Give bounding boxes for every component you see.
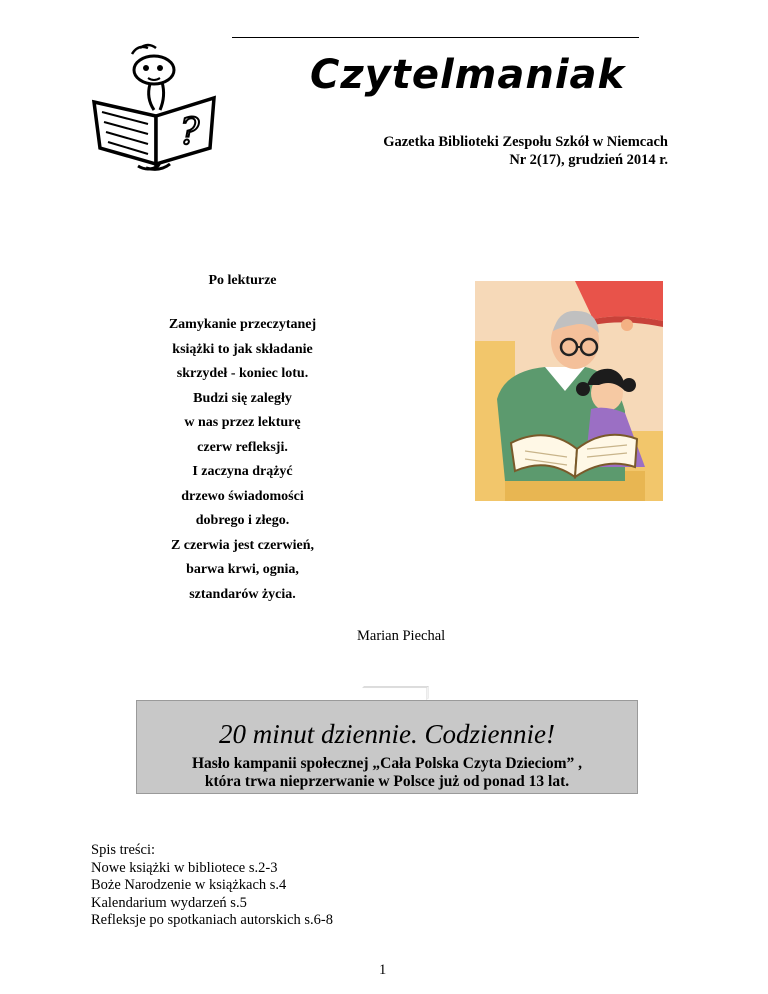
- poem-line: sztandarów życia.: [189, 586, 296, 602]
- toc-heading: Spis treści:: [91, 842, 156, 858]
- grandfather-reading-to-child-icon: [475, 281, 663, 501]
- banner-bevel: [136, 686, 655, 700]
- header-rule: [232, 37, 639, 38]
- poem: [120, 273, 365, 607]
- bookworm-reading-icon: [86, 40, 226, 180]
- poem-line: I zaczyna drążyć: [192, 464, 293, 479]
- toc-item: Refleksje po spotkaniach autorskich s.6-8: [91, 912, 334, 928]
- banner-headline: 20 minut dziennie. Codziennie!: [219, 719, 555, 749]
- poem-line: czerw refleksji.: [197, 439, 288, 455]
- svg-text:?: ?: [180, 112, 200, 153]
- poem-line: dobrego i złego.: [195, 513, 290, 528]
- poem-title: Po lekturze: [208, 273, 277, 288]
- banner-subtext: [137, 755, 637, 791]
- toc-item: Boże Narodzenie w książkach s.4: [91, 877, 287, 893]
- poem-line: barwa krwi, ognia,: [186, 562, 299, 577]
- poem-line: w nas przez lekturę: [184, 415, 301, 430]
- poem-line: drzewo świadomości: [181, 488, 304, 504]
- poem-line: Budzi się zaległy: [193, 390, 292, 406]
- banner-subtext-line: Hasło kampanii społecznej „Cała Polska Czyta Dzieciom” ,: [191, 755, 583, 772]
- campaign-banner: [136, 686, 655, 796]
- toc-item: Kalendarium wydarzeń s.5: [91, 894, 247, 911]
- banner-face: [136, 700, 638, 794]
- poem-line: Zamykanie przeczytanej: [168, 317, 317, 332]
- subtitle-line: Nr 2(17), grudzień 2014 r.: [509, 152, 668, 168]
- poem-line: książki to jak składanie: [172, 341, 313, 357]
- table-of-contents: [91, 842, 333, 930]
- poem-line: Z czerwia jest czerwień,: [170, 537, 315, 553]
- toc-item: Nowe książki w bibliotece s.2-3: [91, 859, 278, 876]
- newsletter-title: Czytelmaniak: [310, 52, 626, 98]
- poem-author: Marian Piechal: [357, 628, 446, 644]
- subtitle-line: Gazetka Biblioteki Zespołu Szkół w Niemcach: [383, 134, 668, 150]
- newsletter-subtitle: [383, 133, 668, 169]
- poem-line: skrzydeł - koniec lotu.: [176, 366, 309, 381]
- banner-subtext-line: która trwa nieprzerwanie w Polsce już od ponad 13 lat.: [204, 773, 570, 790]
- page-number: 1: [379, 962, 387, 978]
